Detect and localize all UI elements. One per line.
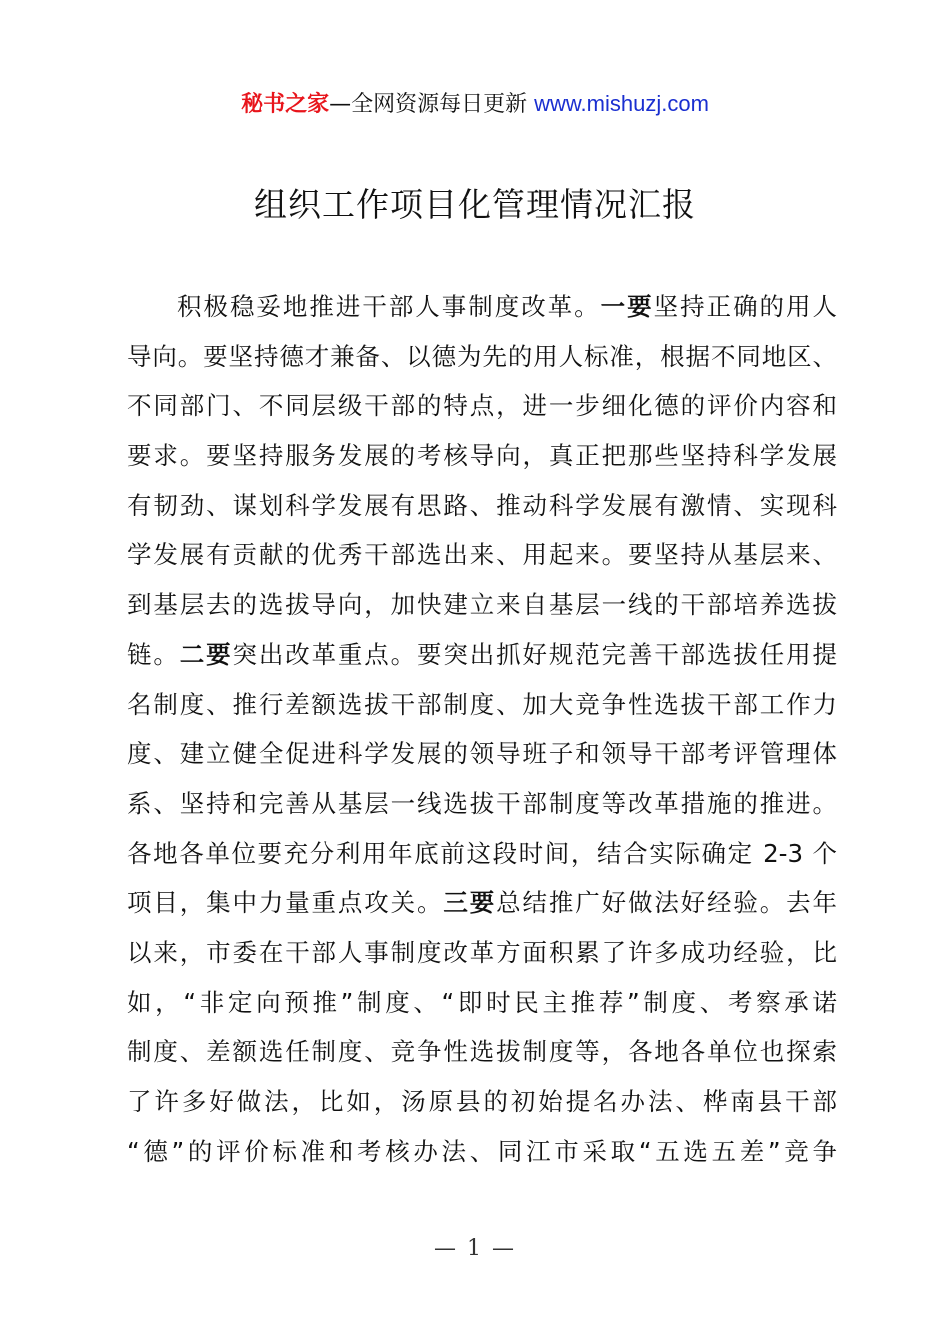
body-line <box>127 1077 837 1127</box>
body-text-segment: 度、建立健全促进科学发展的领导班子和领导干部考评管理体 <box>127 739 837 769</box>
body-text-segment: 以来，市委在干部人事制度改革方面积累了许多成功经验，比 <box>127 937 837 967</box>
body-line <box>127 381 837 431</box>
body-text-segment: 了许多好做法，比如，汤原县的初始提名办法、桦南县干部 <box>127 1087 837 1116</box>
body-text-segment: 总结推广好做法好经验。去年 <box>496 888 838 918</box>
body-text-segment: 如，“非定向预推”制度、“即时民主推荐”制度、考察承诺 <box>127 987 837 1017</box>
body-text-segment: 不同部门、不同层级干部的特点，进一步细化德的评价内容和 <box>127 391 837 421</box>
body-text-segment: 项目，集中力量重点攻关。 <box>127 888 444 918</box>
body-line <box>127 630 837 680</box>
body-text-segment: 有韧劲、谋划科学发展有思路、推动科学发展有激情、实现科 <box>127 490 837 520</box>
body-line <box>127 481 837 531</box>
site-url-link[interactable]: www.mishuzj.com <box>534 91 709 116</box>
body-text-segment: 名制度、推行差额选拔干部制度、加大竞争性选拔干部工作力 <box>127 689 837 719</box>
body-line <box>127 729 837 779</box>
body-line <box>127 332 837 382</box>
body-line <box>127 282 837 332</box>
body-text-segment: 积极稳妥地推进干部人事制度改革。 <box>177 292 601 321</box>
body-text-segment: “德”的评价标准和考核办法、同江市采取“五选五差”竞争 <box>127 1136 837 1166</box>
emphasis-text: 三要 <box>443 888 497 918</box>
brand-name: 秘书之家 <box>241 92 330 117</box>
body-line <box>127 829 837 879</box>
body-line <box>127 1027 837 1077</box>
body-text-segment: 各地各单位要充分利用年底前这段时间，结合实际确定 2-3 个 <box>127 838 837 868</box>
body-text-segment: 学发展有贡献的优秀干部选出来、用起来。要坚持从基层来、 <box>127 540 837 570</box>
document-body <box>127 282 837 1176</box>
body-line <box>127 580 837 630</box>
body-line <box>127 1127 837 1177</box>
body-line <box>127 928 837 978</box>
body-text-segment: 系、坚持和完善从基层一线选拔干部制度等改革措施的推进。 <box>127 788 837 818</box>
body-line <box>127 431 837 481</box>
emphasis-text: 二要 <box>179 639 233 669</box>
body-text-segment: 到基层去的选拔导向，加快建立来自基层一线的干部培养选拔 <box>127 590 837 620</box>
site-header <box>0 86 950 123</box>
body-text-segment: 突出改革重点。要突出抓好规范完善干部选拔任用提 <box>232 639 838 669</box>
body-text-segment: 导向。要坚持德才兼备、以德为先的用人标准，根据不同地区、 <box>127 341 837 371</box>
body-text-segment: 制度、差额选任制度、竞争性选拔制度等，各地各单位也探索 <box>127 1037 837 1067</box>
body-line <box>127 878 837 928</box>
header-tagline: —全网资源每日更新 <box>329 92 528 117</box>
body-line <box>127 530 837 580</box>
body-line <box>127 978 837 1028</box>
body-line <box>127 680 837 730</box>
body-line <box>127 779 837 829</box>
body-text-segment: 坚持正确的用人 <box>653 292 838 321</box>
page-number: — 1 — <box>434 1236 516 1261</box>
body-text-segment: 要求。要坚持服务发展的考核导向，真正把那些坚持科学发展 <box>127 441 837 471</box>
document-title: 组织工作项目化管理情况汇报 <box>254 185 696 224</box>
body-text-segment: 链。 <box>127 639 180 669</box>
emphasis-text: 一要 <box>600 292 654 321</box>
